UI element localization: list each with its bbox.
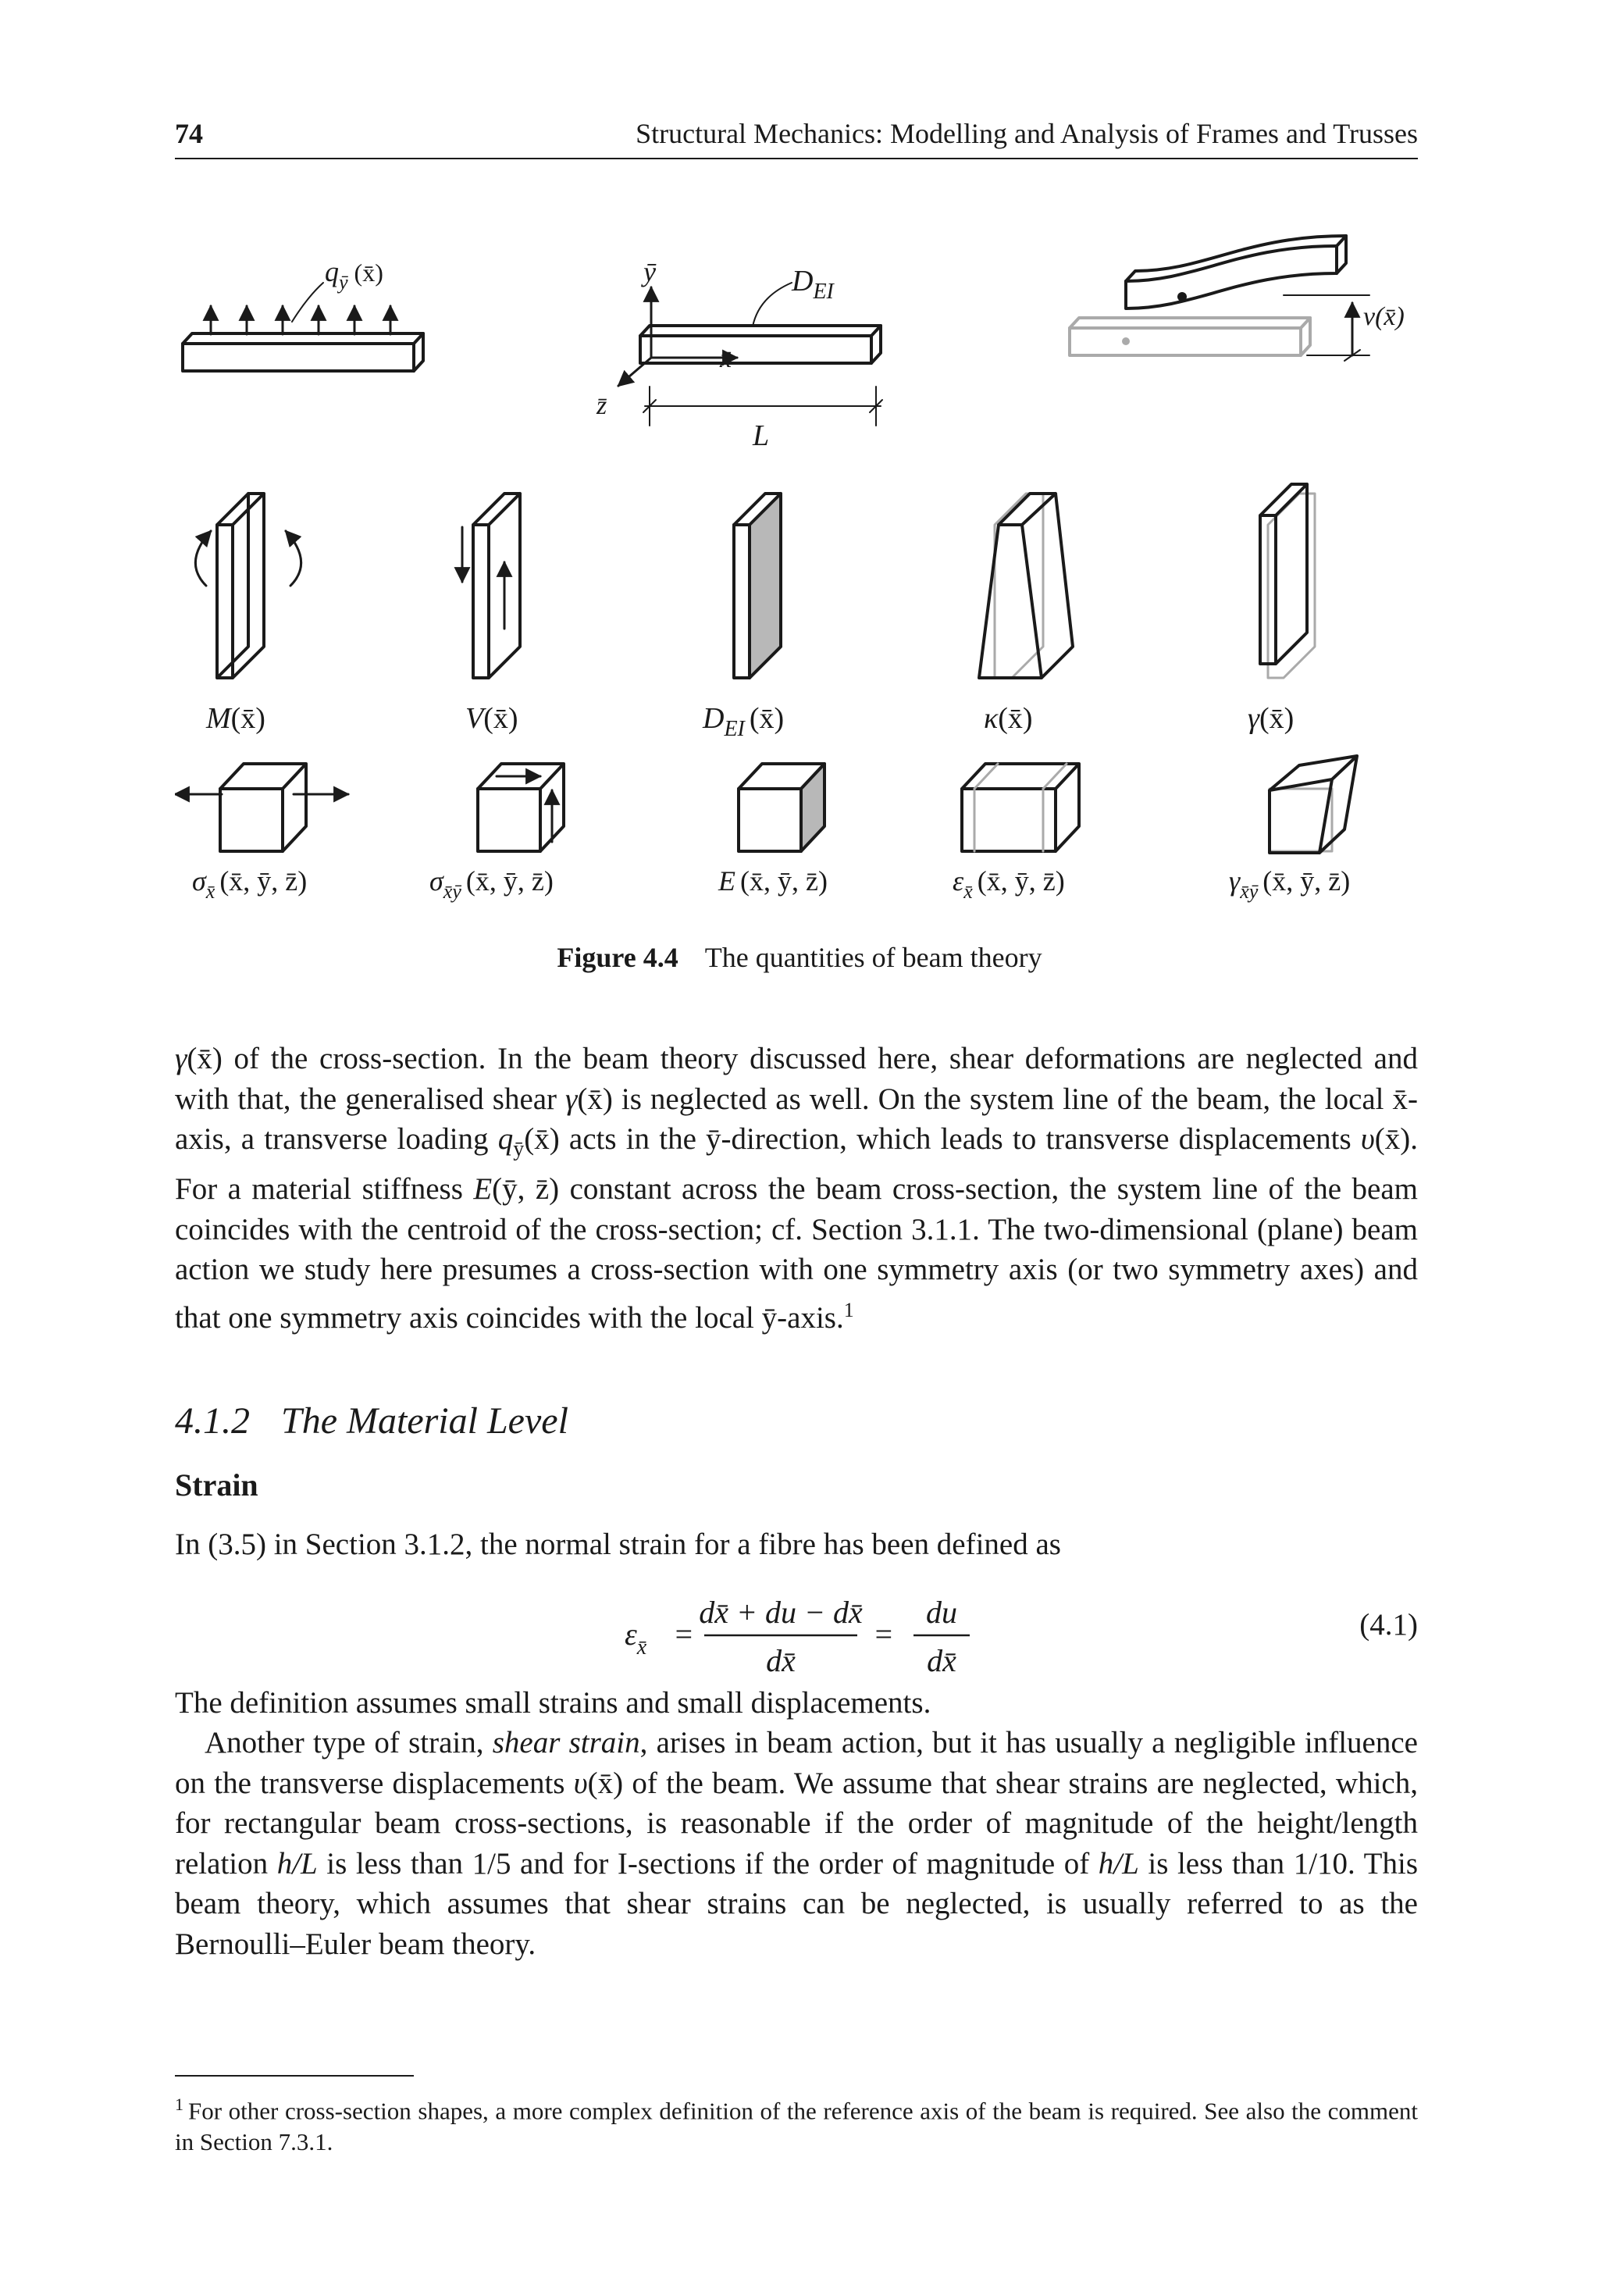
text-run: q xyxy=(497,1122,514,1156)
section-title: The Material Level xyxy=(281,1400,568,1442)
curvature-label: κ(x̄) xyxy=(984,702,1033,735)
modulus-label: E (x̄, ȳ, z̄) xyxy=(718,865,828,897)
text-run: (ȳ, z̄) constant across the beam cross-section, the system line of the beam coincides with the centroid of the cross-section; cf. Section 3.1.1. The two-dimensional (plane) beam action we study here presumes a cross-section with one symmetry axis (or two symmetry axes) and that one symmetry axis coincides with the local ȳ-axis. xyxy=(175,1172,1418,1335)
paragraph-3-text xyxy=(175,1723,1418,1964)
caption-label: Figure 4.4 xyxy=(557,942,678,973)
section-heading xyxy=(175,1399,600,1442)
text-run: γ xyxy=(565,1082,578,1116)
equation-number: (4.1) xyxy=(1359,1608,1418,1642)
paragraph-1 xyxy=(175,1039,1418,1338)
text-run: (x̄) acts in the ȳ-direction, which leads to transverse displacements xyxy=(524,1122,1361,1156)
equation-intro: In (3.5) in Section 3.1.2, the normal strain for a fibre has been defined as xyxy=(175,1528,1061,1561)
normal-stress-label: $\sigma_{x̄}$ (x̄, ȳ, z̄) xyxy=(192,865,308,903)
caption-text: The quantities of beam theory xyxy=(704,942,1042,973)
paragraph-2 xyxy=(175,1683,1418,1724)
figure-4-4 xyxy=(175,234,1424,922)
paragraph-2-text xyxy=(175,1683,1418,1724)
running-title: Structural Mechanics: Modelling and Analysis of Frames and Trusses xyxy=(636,118,1418,149)
shear-force-label: V(x̄) xyxy=(465,702,518,735)
stiffness-label: $D_{EI}$ (x̄) xyxy=(703,702,785,741)
subheading: Strain xyxy=(175,1467,258,1503)
deflection-diagram xyxy=(1070,236,1369,361)
axis-y-label: ȳ xyxy=(643,256,656,287)
paragraph-3 xyxy=(175,1723,1418,1964)
curvature-section xyxy=(979,494,1073,678)
stiffness-section xyxy=(734,494,781,678)
text-run: shear strain xyxy=(492,1726,640,1759)
text-run: , arises in beam action, but it has usually a negligible influence on the transverse displacements xyxy=(175,1726,1418,1800)
moment-section xyxy=(195,494,301,678)
text-run: υ xyxy=(1360,1122,1375,1156)
shear-strain-label: γ(x̄) xyxy=(1248,702,1295,735)
paragraph-1-text xyxy=(175,1039,1418,1338)
text-run: The definition assumes small strains and small displacements. xyxy=(175,1686,931,1720)
text-run: ȳ xyxy=(513,1136,525,1161)
svg-text:dx̄: dx̄ xyxy=(927,1643,956,1678)
text-run: is less than 1/10. This beam theory, which assumes that shear strains can be neglected, is usually referred to as the Bernoulli–Euler beam theory. xyxy=(175,1846,1418,1961)
length-label: L xyxy=(753,419,770,452)
section-number: 4.1.2 xyxy=(175,1400,250,1442)
shear-strain-label-bottom: $\gamma_{x̄ȳ}$ (x̄, ȳ, z̄) xyxy=(1229,865,1351,903)
displacement-label: v(x̄) xyxy=(1363,302,1405,331)
axis-x-label: x̄ xyxy=(720,344,732,373)
normal-stress-cube xyxy=(175,764,348,851)
text-run: is less than 1/5 and for I-sections if the order of magnitude of xyxy=(317,1846,1099,1881)
shear-stress-cube xyxy=(478,764,564,851)
text-run: h/L xyxy=(1098,1846,1139,1881)
svg-text:dx̄: dx̄ xyxy=(766,1643,796,1678)
shear-strain-cube xyxy=(1270,756,1357,853)
footnote-text: For other cross-section shapes, a more complex definition of the reference axis of the beam is required. See also the comment in Section 7.3.1. xyxy=(175,2097,1418,2156)
svg-text:dx̄ + du − dx̄: dx̄ + du − dx̄ xyxy=(699,1595,863,1630)
shear-force-section xyxy=(462,494,520,678)
moment-label: M(x̄) xyxy=(206,702,265,735)
normal-strain-cube xyxy=(962,764,1079,851)
text-run: (x̄) of the cross-section. In the beam theory discussed here, shear deformations are neglected and with that, the generalised shear xyxy=(175,1042,1418,1116)
footnote-rule xyxy=(175,2075,414,2077)
text-run: E xyxy=(473,1172,493,1207)
text-run: (x̄). For a material stiffness xyxy=(175,1122,1418,1207)
text-run: γ xyxy=(175,1042,187,1075)
page-number: 74 xyxy=(175,118,203,149)
text-run: υ xyxy=(573,1766,588,1800)
text-run: (x̄) of the beam. We assume that shear strains are neglected, which, for rectangular beam cross-sections, is reasonable if the order of magnitude of the height/length relation xyxy=(175,1766,1418,1881)
load-label: $q_ȳ$ (x̄) xyxy=(325,256,383,294)
text-run: 1 xyxy=(843,1298,854,1321)
text-run: h/L xyxy=(276,1846,318,1881)
load-beam-diagram xyxy=(183,283,423,371)
modulus-cube xyxy=(739,764,824,851)
svg-text:du: du xyxy=(926,1595,957,1630)
shear-strain-section xyxy=(1260,484,1315,678)
text-run: Another type of strain, xyxy=(205,1726,493,1759)
axis-z-label: z̄ xyxy=(597,391,607,420)
header-rule xyxy=(175,158,1418,159)
shear-stress-label: $\sigma_{x̄ȳ}$ (x̄, ȳ, z̄) xyxy=(429,865,554,903)
footnote xyxy=(175,2089,1418,2158)
svg-text:=: = xyxy=(873,1617,894,1652)
text-run: (x̄) is neglected as well. On the system line of the beam, the local x̄-axis, a transverse loading xyxy=(175,1082,1418,1156)
svg-text:=: = xyxy=(673,1617,694,1652)
svg-text:εx̄: $\varepsilon_{x̄}$ xyxy=(625,1617,647,1660)
axis-beam-diagram xyxy=(618,283,882,426)
equation-4-1 xyxy=(625,1584,984,1685)
footnote-marker: 1 xyxy=(175,2095,183,2114)
dei-label: $D_{EI}$ xyxy=(792,265,834,304)
normal-strain-label: $\varepsilon_{x̄}$ (x̄, ȳ, z̄) xyxy=(953,865,1065,903)
figure-caption xyxy=(0,941,1599,974)
